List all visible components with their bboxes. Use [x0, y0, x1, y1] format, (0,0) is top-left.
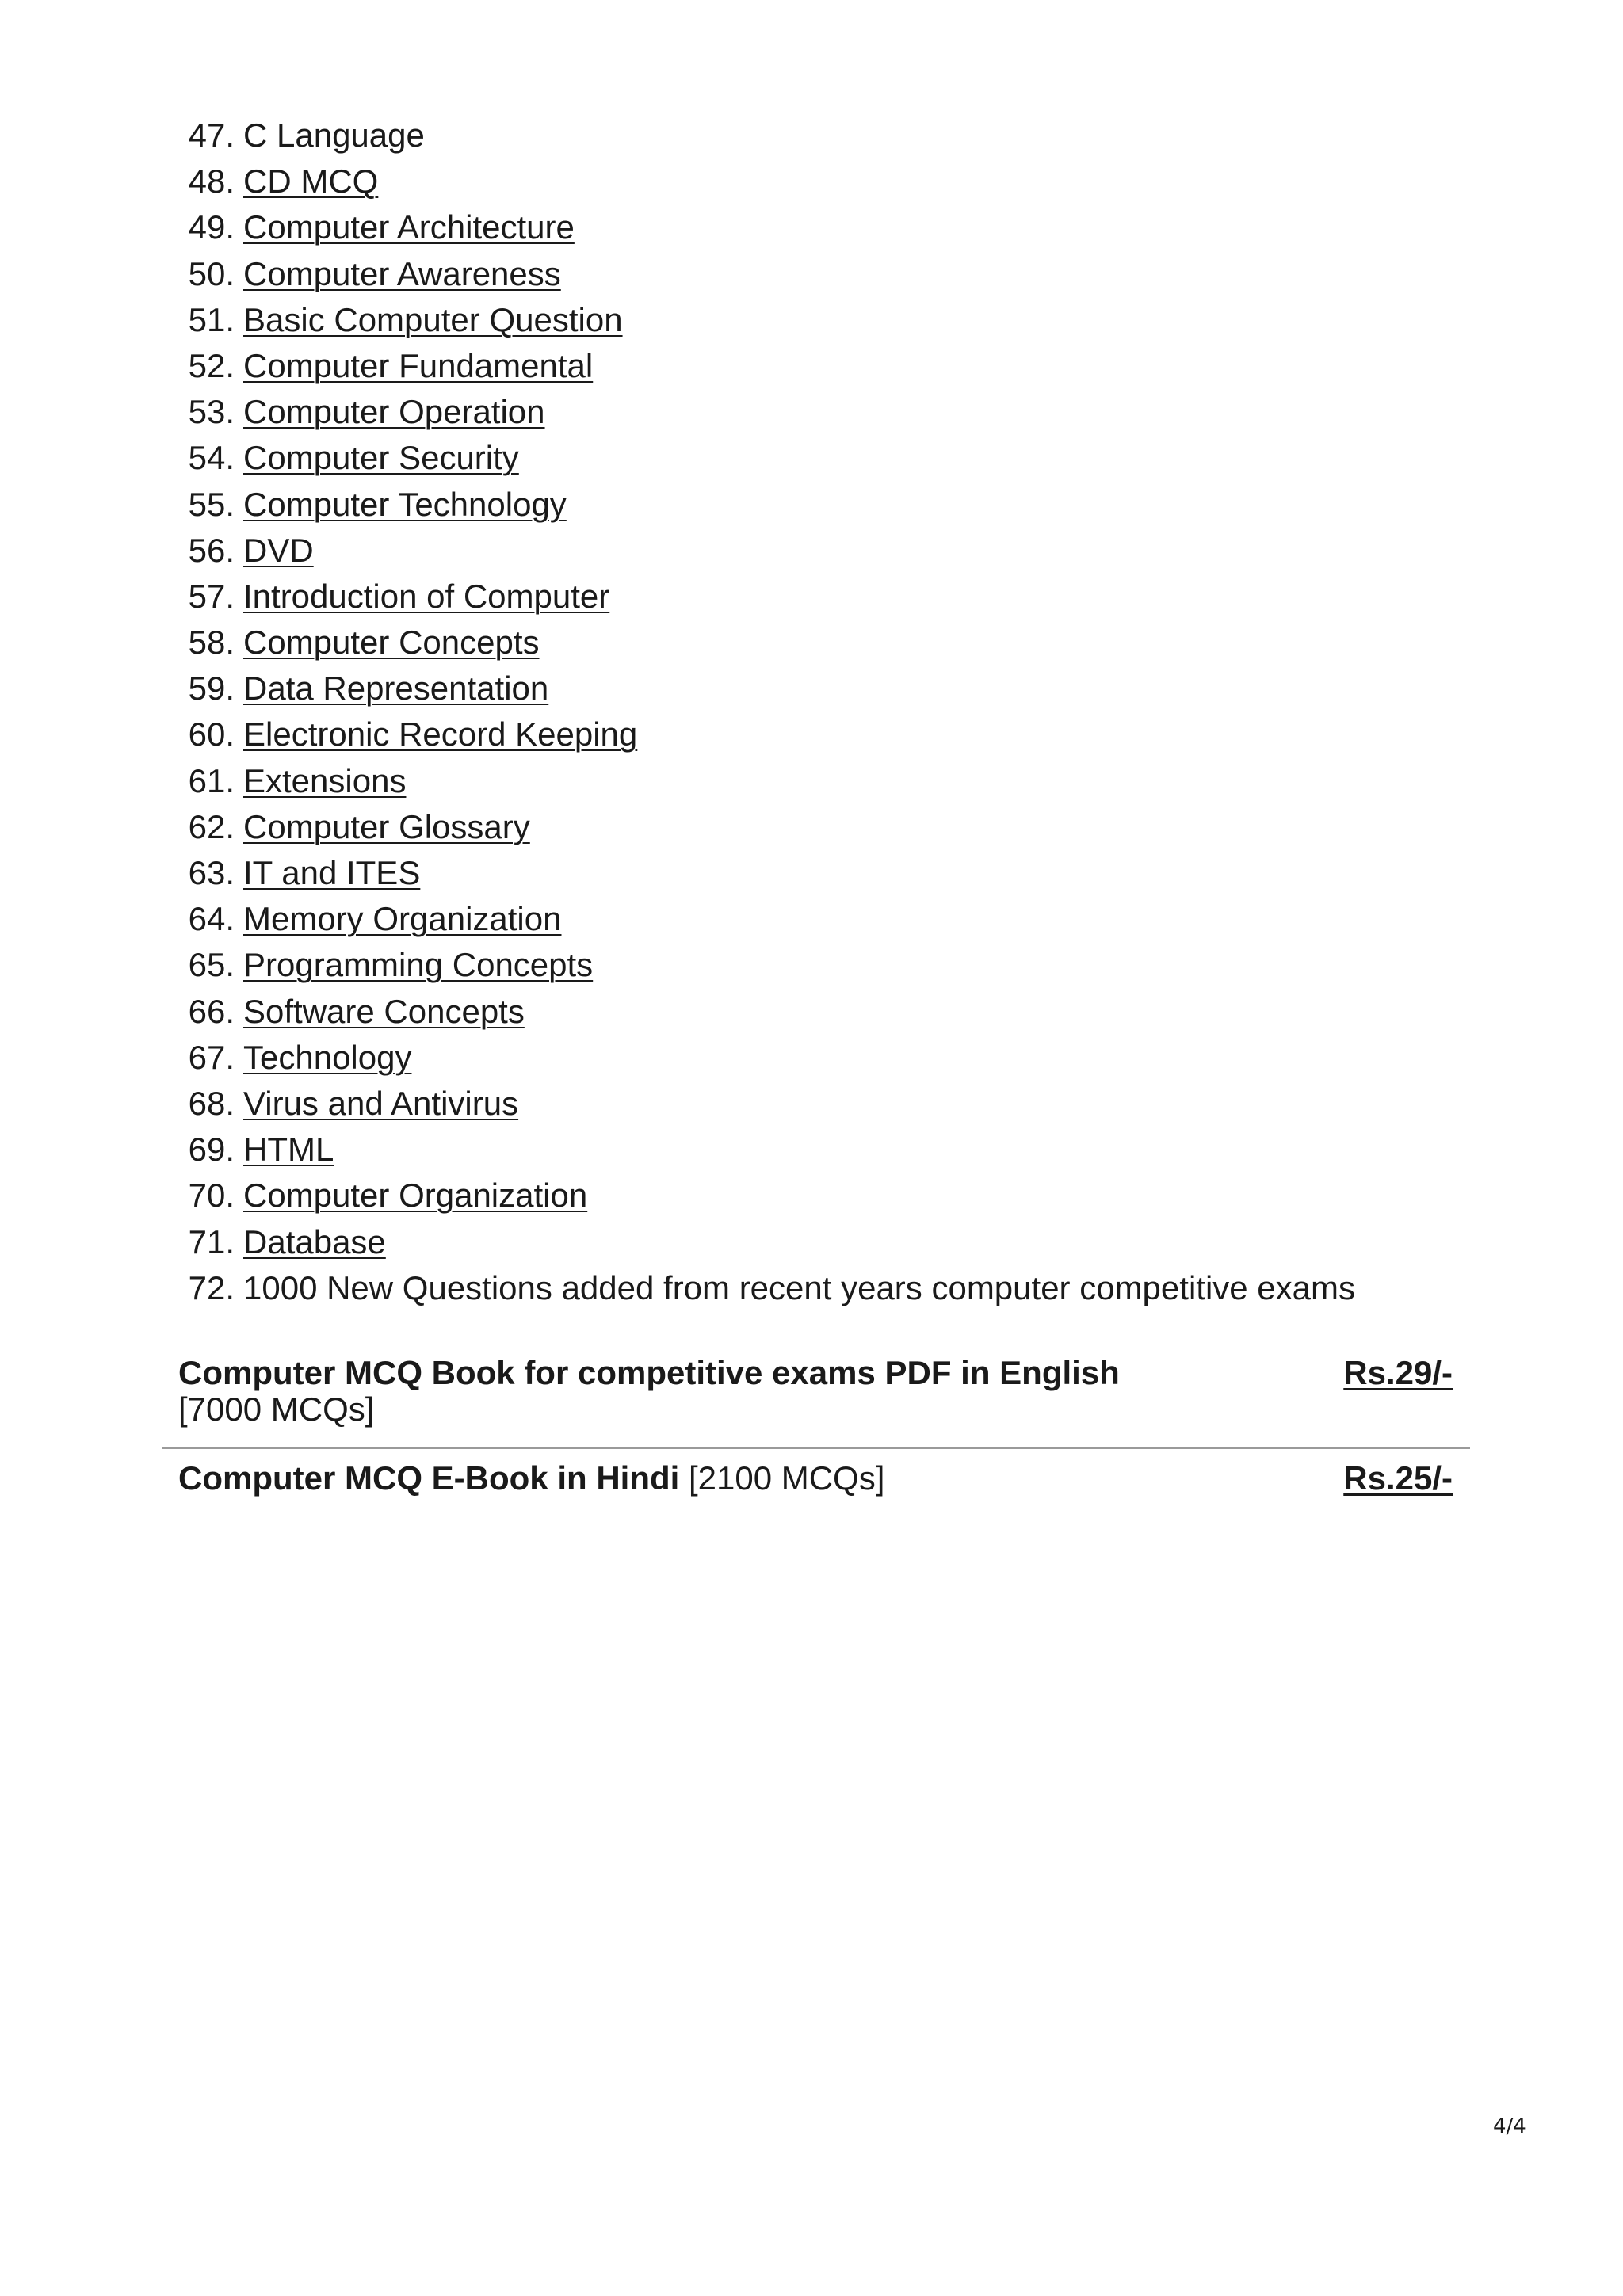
list-item — [0, 711, 1506, 757]
topic-link[interactable]: Computer Operation — [243, 393, 545, 431]
list-item — [0, 1219, 1506, 1265]
list-item-number: 61. — [188, 761, 235, 799]
list-item — [0, 158, 1506, 204]
list-item — [0, 942, 1506, 988]
list-item — [0, 620, 1506, 666]
list-item-number: 51. — [188, 300, 235, 338]
topic-link[interactable]: Technology — [243, 1038, 412, 1076]
list-item — [0, 758, 1506, 804]
topic-link[interactable]: Programming Concepts — [243, 946, 594, 984]
list-item — [0, 482, 1506, 528]
list-item — [0, 804, 1506, 850]
list-item — [0, 528, 1506, 574]
topic-link[interactable]: Introduction of Computer — [243, 577, 610, 615]
list-item — [0, 297, 1506, 343]
list-item-label: 1000 New Questions added from recent years computer competitive exams — [243, 1268, 1356, 1306]
topic-link[interactable]: Database — [243, 1222, 386, 1261]
list-item-number: 52. — [188, 346, 235, 384]
list-item — [0, 850, 1506, 896]
book-title: Computer MCQ Book for competitive exams PDF in English — [178, 1354, 1120, 1391]
list-item — [0, 1173, 1506, 1219]
topic-link[interactable]: Computer Concepts — [243, 624, 540, 662]
book-row-english — [162, 1344, 1470, 1449]
list-item — [0, 989, 1506, 1035]
book-mcq-count: [7000 MCQs] — [178, 1390, 375, 1428]
topic-link[interactable]: Data Representation — [243, 669, 549, 707]
list-item-number: 62. — [188, 807, 235, 845]
list-item — [0, 251, 1506, 297]
book-mcq-count: [2100 MCQs] — [688, 1459, 885, 1497]
list-item-number: 70. — [188, 1177, 235, 1215]
list-item-number: 49. — [188, 208, 235, 246]
list-item-number: 55. — [188, 485, 235, 523]
topic-link[interactable]: DVD — [243, 531, 314, 569]
list-item-number: 67. — [188, 1038, 235, 1076]
list-item-number: 63. — [188, 854, 235, 891]
topic-link[interactable]: Extensions — [243, 761, 407, 799]
list-item-number: 54. — [188, 439, 235, 477]
list-item — [0, 113, 1506, 158]
topic-link[interactable]: IT and ITES — [243, 854, 421, 891]
page-number: 4/4 — [1493, 2115, 1526, 2138]
list-item-number: 65. — [188, 946, 235, 984]
list-item-number: 47. — [188, 116, 235, 154]
buy-hindi-book-link[interactable]: Rs.25/- — [1343, 1459, 1453, 1497]
list-item-number: 53. — [188, 393, 235, 431]
topic-list — [0, 113, 1506, 1311]
list-item-number: 69. — [188, 1131, 235, 1169]
topic-link[interactable]: Memory Organization — [243, 900, 562, 938]
topic-link[interactable]: Computer Fundamental — [243, 346, 594, 384]
list-item-number: 50. — [188, 254, 235, 292]
topic-link[interactable]: Electronic Record Keeping — [243, 715, 638, 753]
topic-link[interactable]: Computer Architecture — [243, 208, 575, 246]
topic-link[interactable]: Software Concepts — [243, 992, 525, 1030]
list-item-number: 58. — [188, 624, 235, 662]
list-item — [0, 435, 1506, 481]
list-item — [0, 666, 1506, 711]
list-item-number: 56. — [188, 531, 235, 569]
buy-english-book-link[interactable]: Rs.29/- — [1343, 1354, 1453, 1391]
topic-link[interactable]: Computer Security — [243, 439, 519, 477]
list-item — [0, 1035, 1506, 1081]
list-item — [0, 1265, 1506, 1311]
topic-link[interactable]: Virus and Antivirus — [243, 1084, 519, 1122]
list-item-number: 57. — [188, 577, 235, 615]
list-item-number: 72. — [188, 1268, 235, 1306]
list-item — [0, 896, 1506, 942]
list-item — [0, 574, 1506, 620]
list-item-number: 68. — [188, 1084, 235, 1122]
book-row-hindi — [162, 1449, 1470, 1514]
list-item — [0, 1127, 1506, 1173]
book-description — [178, 1460, 1209, 1497]
list-item — [0, 204, 1506, 250]
list-item-number: 66. — [188, 992, 235, 1030]
list-item — [0, 343, 1506, 389]
book-title: Computer MCQ E-Book in Hindi — [178, 1459, 680, 1497]
list-item-number: 64. — [188, 900, 235, 938]
topic-link[interactable]: CD MCQ — [243, 162, 379, 200]
list-item-number: 48. — [188, 162, 235, 200]
list-item — [0, 1081, 1506, 1127]
list-item-label: C Language — [243, 116, 425, 154]
topic-link[interactable]: HTML — [243, 1131, 334, 1169]
list-item-number: 59. — [188, 669, 235, 707]
topic-link[interactable]: Basic Computer Question — [243, 300, 623, 338]
list-item-number: 71. — [188, 1222, 235, 1261]
list-item — [0, 389, 1506, 435]
list-item-number: 60. — [188, 715, 235, 753]
topic-link[interactable]: Computer Technology — [243, 485, 567, 523]
book-price-table — [162, 1344, 1470, 1514]
book-description — [178, 1355, 1209, 1428]
topic-link[interactable]: Computer Awareness — [243, 254, 561, 292]
topic-link[interactable]: Computer Glossary — [243, 807, 530, 845]
topic-link[interactable]: Computer Organization — [243, 1177, 588, 1215]
